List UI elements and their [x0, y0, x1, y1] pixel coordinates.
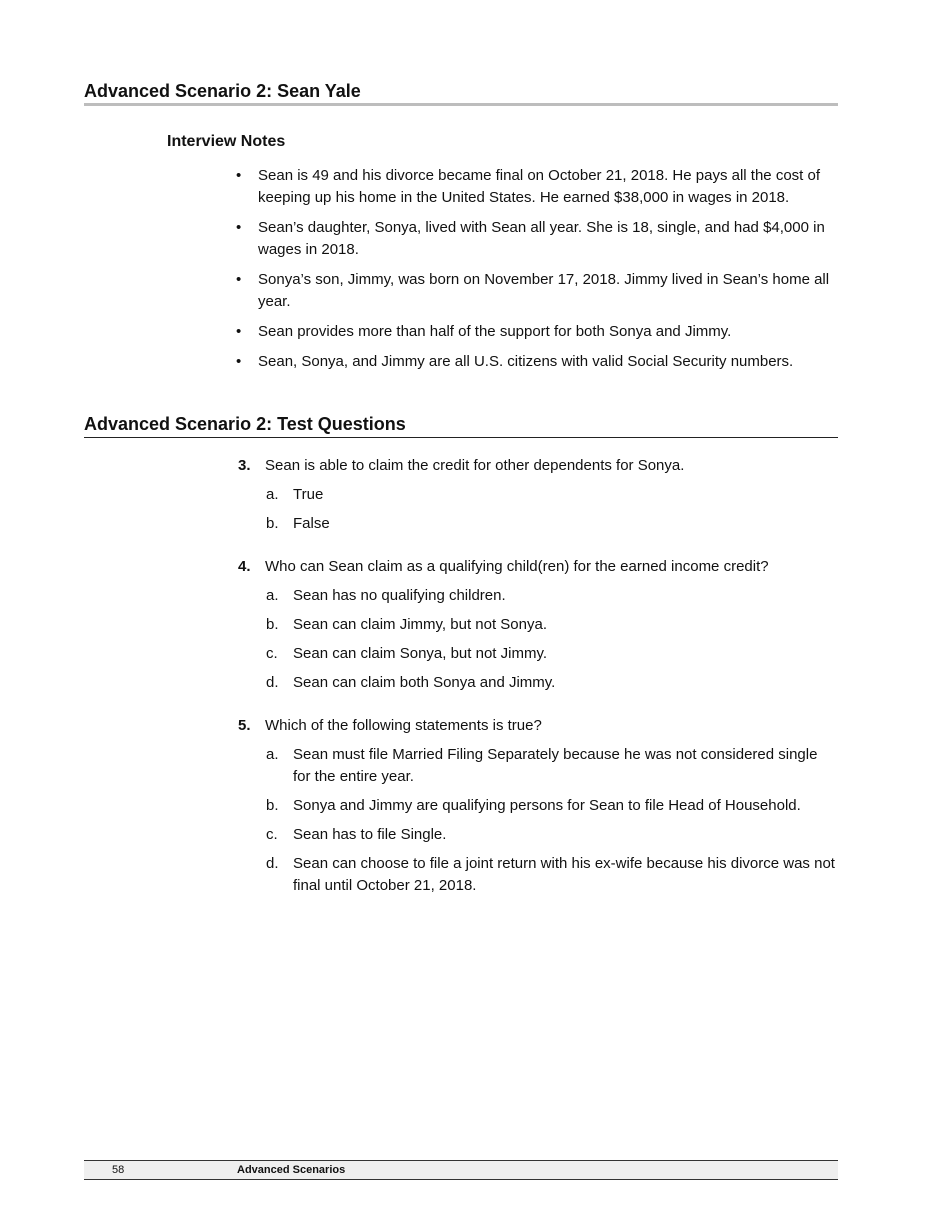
option-letter: a.: [266, 746, 279, 763]
question-text: Sean is able to claim the credit for other dependents for Sonya.: [265, 457, 685, 474]
question-line: [238, 715, 838, 737]
answer-option: [238, 672, 838, 694]
option-letter: c.: [266, 826, 278, 843]
option-text: Sean can choose to file a joint return with his ex-wife because his divorce was not final until October 21, 2018.: [293, 855, 835, 894]
question-3: [238, 455, 838, 535]
answer-option: [238, 795, 838, 817]
note-text: Sean’s daughter, Sonya, lived with Sean all year. She is 18, single, and had $4,000 in wages in 2018.: [258, 219, 825, 258]
bullet-icon: •: [236, 353, 242, 370]
answer-option: [238, 513, 838, 535]
option-text: Sonya and Jimmy are qualifying persons for Sean to file Head of Household.: [293, 797, 801, 814]
bullet-icon: •: [236, 271, 242, 288]
question-number: 3.: [238, 457, 251, 474]
option-text: Sean can claim Jimmy, but not Sonya.: [293, 616, 548, 633]
option-letter: b.: [266, 797, 279, 814]
question-4: [238, 556, 838, 694]
answer-option: [238, 484, 838, 506]
question-text: Who can Sean claim as a qualifying child(ren) for the earned income credit?: [265, 558, 769, 575]
note-text: Sean, Sonya, and Jimmy are all U.S. citizens with valid Social Security numbers.: [258, 353, 794, 370]
question-number: 4.: [238, 558, 251, 575]
answer-option: [238, 744, 838, 788]
note-text: Sonya’s son, Jimmy, was born on November 17, 2018. Jimmy lived in Sean’s home all year.: [258, 271, 830, 310]
note-text: Sean provides more than half of the support for both Sonya and Jimmy.: [258, 323, 732, 340]
page-footer: [84, 1160, 838, 1180]
option-text: False: [293, 515, 330, 532]
interview-notes-list: [236, 165, 838, 381]
option-text: Sean can claim both Sonya and Jimmy.: [293, 674, 556, 691]
note-text: Sean is 49 and his divorce became final on October 21, 2018. He pays all the cost of keeping up his home in the United States. He earned $38,000 in wages in 2018.: [258, 167, 821, 206]
question-5: [238, 715, 838, 897]
option-letter: b.: [266, 515, 279, 532]
scenario-heading-rule: [84, 103, 838, 106]
answer-option: [238, 585, 838, 607]
question-number: 5.: [238, 717, 251, 734]
test-heading-rule: [84, 437, 838, 438]
option-letter: d.: [266, 674, 279, 691]
answer-option: [238, 853, 838, 897]
question-text: Which of the following statements is true?: [265, 717, 542, 734]
note-item: [236, 165, 838, 209]
answer-option: [238, 643, 838, 665]
option-text: Sean has to file Single.: [293, 826, 447, 843]
question-line: [238, 455, 838, 477]
note-item: [236, 269, 838, 313]
note-item: [236, 351, 838, 373]
option-letter: a.: [266, 587, 279, 604]
answer-option: [238, 614, 838, 636]
bullet-icon: •: [236, 219, 242, 236]
option-letter: b.: [266, 616, 279, 633]
option-letter: c.: [266, 645, 278, 662]
answer-option: [238, 824, 838, 846]
note-item: [236, 217, 838, 261]
note-item: [236, 321, 838, 343]
page-number: 58: [112, 1164, 125, 1176]
footer-title: Advanced Scenarios: [237, 1164, 346, 1176]
bullet-icon: •: [236, 167, 242, 184]
option-text: True: [293, 486, 324, 503]
option-text: Sean can claim Sonya, but not Jimmy.: [293, 645, 548, 662]
scenario-heading: Advanced Scenario 2: Sean Yale: [84, 81, 361, 101]
option-text: Sean has no qualifying children.: [293, 587, 506, 604]
bullet-icon: •: [236, 323, 242, 340]
interview-notes-heading: Interview Notes: [167, 133, 286, 150]
question-line: [238, 556, 838, 578]
option-text: Sean must file Married Filing Separately because he was not considered single for the entire year.: [293, 746, 818, 785]
option-letter: a.: [266, 486, 279, 503]
option-letter: d.: [266, 855, 279, 872]
test-questions-heading: Advanced Scenario 2: Test Questions: [84, 414, 406, 434]
test-questions: [238, 455, 838, 918]
